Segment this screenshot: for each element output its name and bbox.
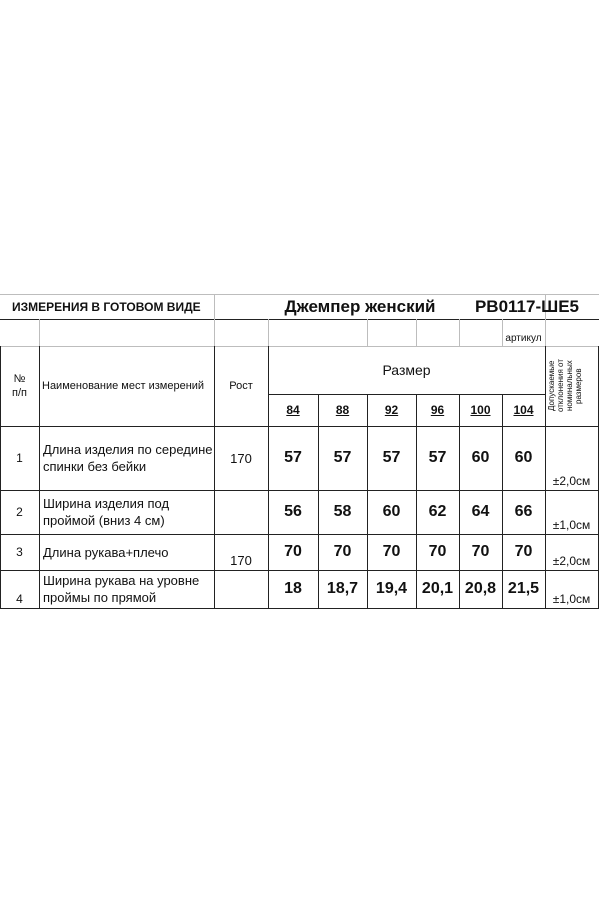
size-value: 70 — [471, 543, 490, 560]
size-value: 57 — [333, 449, 352, 466]
height-value: 170 — [230, 553, 252, 568]
measurement-name: Длина рукава+плечо — [43, 544, 169, 560]
size-value: 70 — [428, 543, 447, 560]
column-height-header: Рост — [229, 380, 253, 392]
row-number: 2 — [16, 505, 23, 519]
size-value: 66 — [514, 503, 533, 520]
tolerance-header-text: Допускаемые отклонения от номинальных размеров — [546, 359, 583, 413]
size-value: 57 — [382, 449, 401, 466]
size-header: 104 — [513, 403, 534, 417]
grid-line — [0, 319, 599, 320]
sheet-title: ИЗМЕРЕНИЯ В ГОТОВОМ ВИДЕ — [12, 299, 201, 314]
size-header: 100 — [470, 403, 491, 417]
product-name: Джемпер женский — [284, 296, 436, 316]
column-number-header: № п/п — [12, 373, 27, 399]
grid-line — [0, 608, 599, 609]
size-value: 62 — [428, 503, 447, 520]
size-header: 92 — [384, 403, 399, 417]
height-value — [214, 570, 268, 608]
grid-line — [214, 294, 215, 346]
grid-line — [367, 319, 368, 346]
tolerance-value: ±1,0см — [552, 592, 591, 606]
size-value: 20,1 — [421, 580, 454, 597]
size-value: 70 — [382, 543, 401, 560]
size-value: 60 — [514, 449, 533, 466]
article-code: РВ0117-ШЕ5 — [474, 296, 580, 316]
size-value: 60 — [382, 503, 401, 520]
measurement-name: Ширина изделия под проймой (вниз 4 см) — [43, 496, 170, 528]
tolerance-value: ±1,0см — [552, 518, 591, 532]
size-value: 60 — [471, 449, 490, 466]
size-value: 70 — [514, 543, 533, 560]
size-group-header: Размер — [382, 362, 431, 378]
size-value: 57 — [428, 449, 447, 466]
measurement-name: Длина изделия по середине спинки без бейки — [43, 442, 213, 474]
size-header: 96 — [430, 403, 445, 417]
column-name-header: Наименование мест измерений — [42, 380, 205, 392]
size-value: 20,8 — [464, 580, 497, 597]
size-header: 84 — [286, 403, 300, 417]
size-value: 57 — [284, 449, 302, 466]
grid-line — [39, 319, 40, 346]
size-value: 58 — [333, 503, 352, 520]
size-value: 18 — [284, 580, 302, 597]
tolerance-value: ±2,0см — [552, 554, 591, 568]
tolerance-header — [545, 346, 598, 426]
size-value: 64 — [471, 503, 490, 520]
size-value: 21,5 — [507, 580, 540, 597]
height-value: 170 — [230, 450, 252, 466]
size-header: 88 — [335, 403, 350, 417]
size-value: 70 — [333, 543, 352, 560]
size-value: 18,7 — [326, 580, 359, 597]
size-value: 70 — [284, 543, 302, 560]
size-value: 56 — [284, 503, 302, 520]
tolerance-value: ±2,0см — [552, 474, 591, 488]
grid-line — [416, 319, 417, 346]
row-number: 1 — [16, 451, 23, 465]
grid-line — [268, 319, 269, 346]
row-number: 4 — [16, 592, 23, 606]
grid-line — [459, 319, 460, 346]
row-number: 3 — [16, 545, 23, 559]
article-label: артикул — [505, 332, 542, 344]
size-value: 19,4 — [375, 580, 408, 597]
measurement-name: Ширина рукава на уровне проймы по прямой — [43, 573, 200, 605]
height-value — [214, 490, 268, 534]
